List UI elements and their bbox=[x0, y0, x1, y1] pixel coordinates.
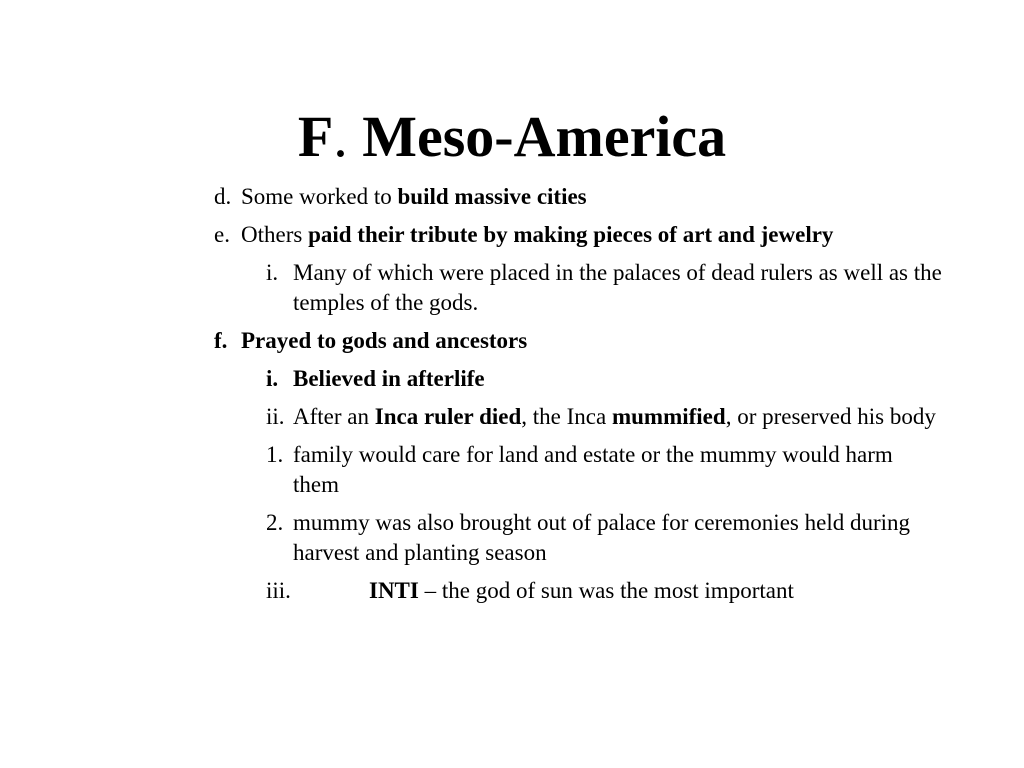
list-item-f-iii bbox=[266, 576, 944, 606]
item-number: i. bbox=[266, 260, 279, 285]
item-number: ii. bbox=[266, 404, 285, 429]
item-bold-text: Prayed to gods and ancestors bbox=[241, 328, 528, 353]
item-bold-text: paid their tribute by making pieces of art and jewelry bbox=[308, 222, 834, 247]
item-bold-text: INTI bbox=[369, 578, 419, 603]
list-item-d bbox=[214, 182, 944, 212]
item-text: – the god of sun was the most important bbox=[418, 578, 794, 603]
title-text: Meso-America bbox=[347, 103, 727, 169]
item-text: , or preserved his body bbox=[725, 404, 936, 429]
item-text: , the Inca bbox=[521, 404, 612, 429]
list-item-f-ii bbox=[266, 402, 944, 432]
item-bold-text: Inca ruler died bbox=[374, 404, 522, 429]
list-item-e-i bbox=[266, 258, 944, 318]
item-number: 1. bbox=[266, 442, 284, 467]
list-item-f-2 bbox=[266, 508, 944, 568]
slide-body bbox=[214, 182, 944, 614]
item-text: After an bbox=[293, 404, 375, 429]
item-number: f. bbox=[214, 328, 228, 353]
list-item-f-i bbox=[266, 364, 944, 394]
list-item-e bbox=[214, 220, 944, 250]
item-text: mummy was also brought out of palace for ceremonies held during harvest and planting season bbox=[293, 510, 911, 565]
item-text: Others bbox=[241, 222, 309, 247]
slide-title bbox=[0, 101, 1024, 173]
list-item-f-1 bbox=[266, 440, 944, 500]
item-text: Many of which were placed in the palaces of dead rulers as well as the temples of the gods. bbox=[293, 260, 942, 315]
item-number: i. bbox=[266, 366, 279, 391]
item-bold-text: build massive cities bbox=[397, 184, 587, 209]
item-number: 2. bbox=[266, 510, 284, 535]
item-bold-text: Believed in afterlife bbox=[293, 366, 485, 391]
item-text: Some worked to bbox=[241, 184, 398, 209]
item-number: d. bbox=[214, 184, 232, 209]
title-letter: F bbox=[297, 103, 334, 169]
item-number: e. bbox=[214, 222, 230, 247]
title-dot: . bbox=[333, 103, 348, 169]
list-item-f bbox=[214, 326, 944, 356]
item-number: iii. bbox=[266, 578, 291, 603]
item-text: family would care for land and estate or the mummy would harm them bbox=[293, 442, 893, 497]
item-bold-text: mummified bbox=[611, 404, 726, 429]
